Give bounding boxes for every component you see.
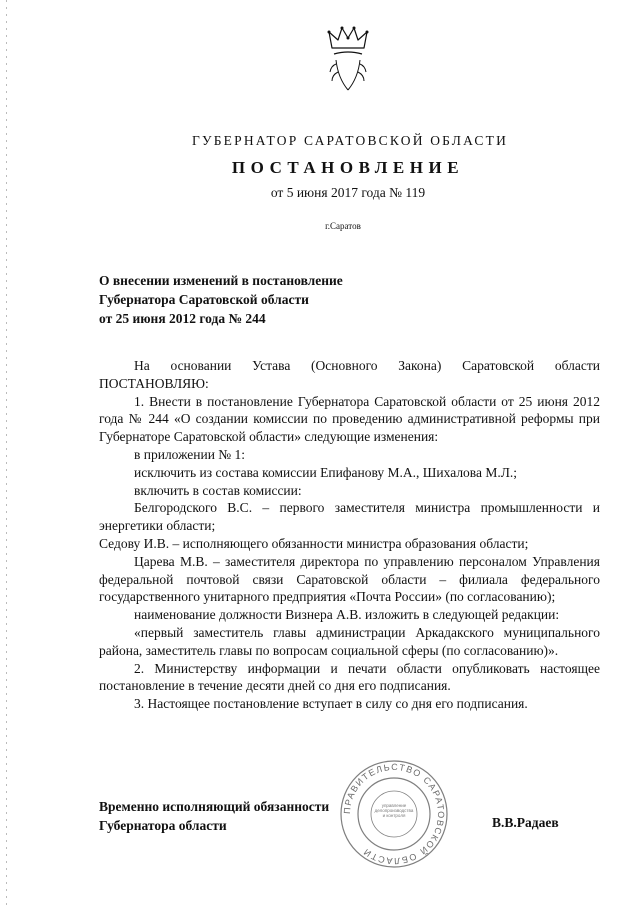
- body-paragraph: наименование должности Визнера А.В. изложить в следующей редакции:: [134, 607, 560, 623]
- document-date-number: от 5 июня 2017 года № 119: [270, 185, 426, 200]
- body-paragraph: в приложении № 1:: [134, 446, 246, 462]
- signatory-position: [99, 797, 329, 835]
- signatory-position-line: Губернатора области: [99, 818, 227, 833]
- signatory-position-line: Временно исполняющий обязанности: [99, 799, 330, 814]
- document-type: ПОСТАНОВЛЕНИЕ: [231, 158, 465, 177]
- governor-title: ГУБЕРНАТОР САРАТОВСКОЙ ОБЛАСТИ: [191, 133, 509, 148]
- body-paragraph: 1. Внести в постановление Губернатора Саратовской области от 25 июня 2012 года № 244 «О создании комиссии по проведению административной реформы при Губернаторе Саратовской области» следующие изменения:: [99, 393, 600, 445]
- official-seal-stamp: [338, 758, 450, 870]
- signatory-name: В.В.Радаев: [492, 815, 559, 830]
- seal-ring-text: ПРАВИТЕЛЬСТВО САРАТОВСКОЙ ОБЛАСТИ: [341, 761, 447, 867]
- body-paragraph: «первый заместитель главы администрации Аркадакского муниципального района, заместитель главы по вопросам социальной сферы (по согласованию)».: [99, 624, 600, 658]
- body-paragraph: На основании Устава (Основного Закона) Саратовской области ПОСТАНОВЛЯЮ:: [99, 358, 600, 391]
- body-paragraph: 2. Министерству информации и печати области опубликовать настоящее постановление в течение десяти дней со дня его подписания.: [99, 660, 600, 694]
- subject-line: от 25 июня 2012 года № 244: [99, 311, 266, 326]
- body-paragraph: включить в состав комиссии:: [134, 482, 302, 498]
- body-paragraph: 3. Настоящее постановление вступает в силу со дня его подписания.: [134, 696, 528, 712]
- body-paragraph: Белгородского В.С. – первого заместителя министра промышленности и энергетики области;: [99, 500, 600, 534]
- seal-center-text: управление делопроизводства и контроля: [374, 803, 414, 818]
- document-body: [99, 357, 600, 713]
- body-paragraph: Седову И.В. – исполняющего обязанности министра образования области;: [99, 535, 529, 551]
- subject-line: О внесении изменений в постановление: [99, 273, 343, 288]
- body-paragraph: Царева М.В. – заместителя директора по управлению персоналом Управления федеральной почтовой связи Саратовской области – филиала федерального государственного унитарного предприятия «Почта России» (по согласованию);: [99, 553, 600, 605]
- crown-emblem-icon: [318, 20, 378, 96]
- subject-line: Губернатора Саратовской области: [99, 292, 309, 307]
- document-subject: [99, 271, 343, 328]
- document-city: г.Саратов: [325, 221, 361, 231]
- body-paragraph: исключить из состава комиссии Епифанову М.А., Шихалова М.Л.;: [134, 464, 518, 480]
